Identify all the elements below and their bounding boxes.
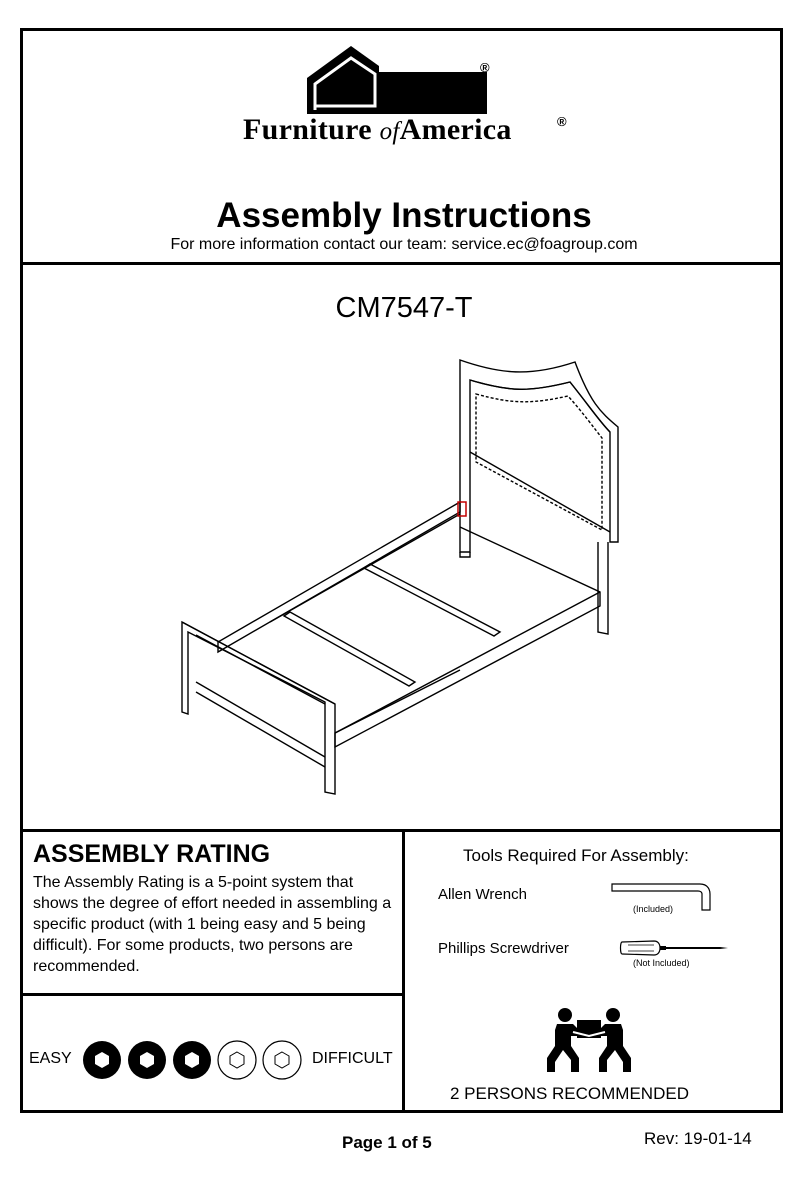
rating-dot-3-icon	[173, 1041, 211, 1079]
tool-note-allen-wrench: (Included)	[633, 904, 674, 914]
rating-dot-4-icon	[218, 1041, 256, 1079]
house-logo-icon	[305, 44, 485, 116]
brand-name-part3: America	[399, 113, 512, 146]
scale-easy-label: EASY	[29, 1050, 72, 1067]
tool-name-allen-wrench: Allen Wrench	[438, 886, 527, 903]
tools-heading: Tools Required For Assembly:	[463, 846, 689, 865]
tool-note-screwdriver: (Not Included)	[633, 958, 690, 968]
rating-dot-1-icon	[83, 1041, 121, 1079]
scale-difficult-label: DIFFICULT	[312, 1050, 393, 1067]
page-number: Page 1 of 5	[342, 1133, 432, 1152]
rating-dot-5-icon	[263, 1041, 301, 1079]
brand-name-part2: of	[379, 118, 400, 145]
tool-name-screwdriver: Phillips Screwdriver	[438, 940, 569, 957]
rating-scale	[82, 1040, 302, 1080]
page-title: Assembly Instructions	[216, 196, 592, 235]
registered-mark-logo: ®	[480, 60, 490, 75]
revision-label: Rev: 19-01-14	[644, 1129, 752, 1148]
two-persons-lifting-icon	[543, 1006, 635, 1074]
brand-name-part1: Furniture	[243, 113, 372, 146]
rating-dot-2-icon	[128, 1041, 166, 1079]
screwdriver-icon	[620, 938, 730, 958]
header-divider	[20, 262, 783, 265]
rating-divider	[20, 993, 404, 996]
rating-description: The Assembly Rating is a 5-point system that shows the degree of effort needed in assembling a specific product (with 1 being easy and 5 being difficult). For some products, two persons are recommended.	[33, 874, 392, 975]
brand-name	[243, 113, 512, 147]
model-number: CM7547-T	[335, 292, 473, 324]
bottom-vertical-divider	[402, 829, 405, 1113]
twin-bed-frame-illustration	[180, 352, 620, 802]
persons-recommended-label: 2 PERSONS RECOMMENDED	[450, 1084, 689, 1103]
contact-info: For more information contact our team: service.ec@foagroup.com	[170, 236, 638, 253]
registered-mark-brand: ®	[557, 114, 567, 129]
rating-heading: ASSEMBLY RATING	[33, 840, 271, 868]
